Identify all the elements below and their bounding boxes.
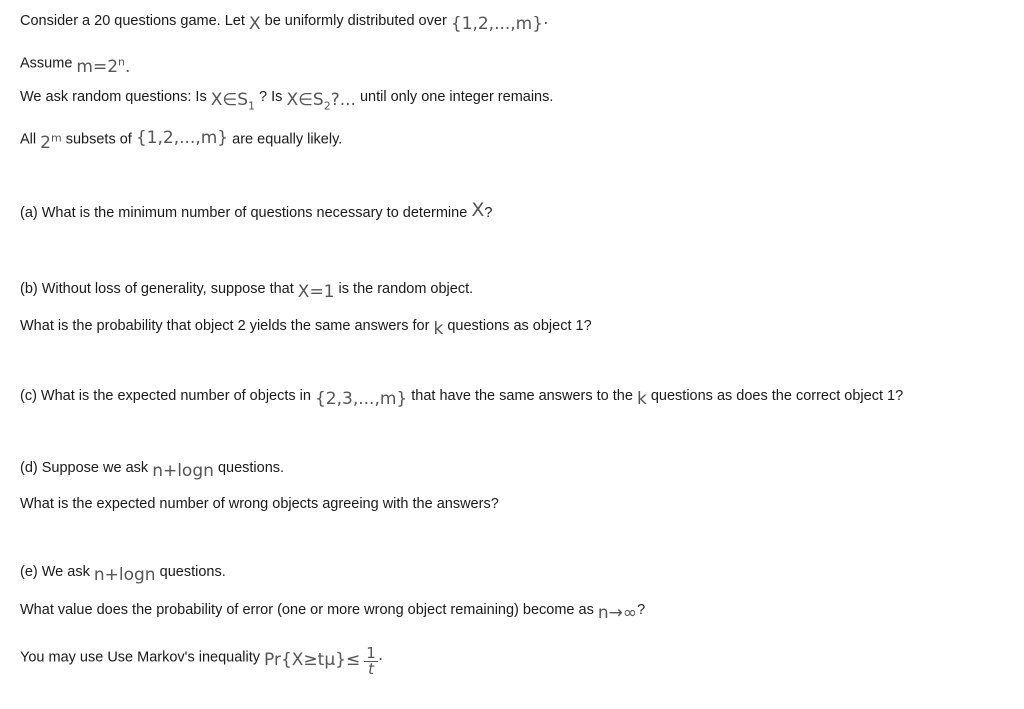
question-text: that have the same answers to the <box>411 388 633 404</box>
question-d-line-2 <box>20 494 499 514</box>
math-punctuation: · <box>543 14 549 34</box>
question-text: questions. <box>217 460 285 476</box>
question-text: is the random object. <box>338 281 474 297</box>
math-expression <box>76 57 130 77</box>
math-variable-k: k <box>636 389 647 409</box>
question-d-line-1 <box>20 457 285 481</box>
intro-text: ? Is <box>259 89 283 105</box>
question-text: (b) Without loss of generality, suppose that <box>20 281 294 297</box>
intro-line-4 <box>20 124 343 153</box>
math-punctuation: · <box>377 650 384 671</box>
intro-line-1 <box>20 10 549 34</box>
question-punctuation: ? <box>637 602 646 618</box>
intro-text: All <box>20 131 37 148</box>
math-punctuation: ?... <box>330 90 356 110</box>
fraction-numerator: 1 <box>366 644 376 662</box>
question-text: What is the expected number of wrong objects agreeing with the answers? <box>20 496 499 512</box>
math-punctuation: . <box>125 56 131 77</box>
question-e-line-3 <box>20 642 384 678</box>
math-expression <box>210 90 255 113</box>
question-punctuation: ? <box>484 205 493 221</box>
question-text: What is the probability that object 2 yields the same answers for <box>20 318 430 334</box>
question-text: (c) What is the expected number of objects in <box>20 388 311 404</box>
math-fraction <box>364 646 378 677</box>
intro-text: Consider a 20 questions game. Let <box>20 13 245 29</box>
math-exponent: m <box>50 131 62 144</box>
intro-line-3 <box>20 86 553 112</box>
question-a <box>20 201 492 223</box>
question-text: questions. <box>159 564 226 580</box>
math-set: {2,3,...,m} <box>314 389 408 409</box>
question-text: questions as does the correct object 1? <box>650 388 904 404</box>
math-variable-k: k <box>433 319 444 339</box>
math-base: 2 <box>40 132 51 153</box>
intro-text: be uniformly distributed over <box>264 13 447 29</box>
intro-text: Assume <box>20 55 73 72</box>
math-expression: X=1 <box>297 282 335 302</box>
math-set: {1,2,...,m} <box>450 14 544 34</box>
question-text: What value does the probability of error (one or more wrong object remaining) become as <box>20 602 594 618</box>
math-subscript: 2 <box>323 99 331 113</box>
question-e-line-1 <box>20 561 226 585</box>
math-expression: n+logn <box>93 565 156 585</box>
math-expression: n→∞ <box>597 603 638 623</box>
question-e-line-2 <box>20 599 646 623</box>
math-membership: X∈S <box>210 90 248 110</box>
math-exponent: n <box>118 55 126 68</box>
math-variable-x: X <box>471 199 485 221</box>
question-c <box>20 385 904 409</box>
math-subscript: 1 <box>248 99 255 113</box>
math-set: {1,2,...,m} <box>135 127 229 148</box>
math-membership: X∈S <box>286 90 324 110</box>
question-b-line-2 <box>20 315 592 339</box>
question-text: (e) We ask <box>20 564 90 580</box>
question-text: You may use Use Markov's inequality <box>20 649 260 666</box>
math-base: m=2 <box>76 56 119 77</box>
math-expression: Pr{X≥tμ}≤ <box>264 650 361 671</box>
math-expression <box>40 133 62 153</box>
intro-text: subsets of <box>65 131 132 148</box>
question-text: questions as object 1? <box>447 318 592 334</box>
intro-line-2 <box>20 48 131 77</box>
intro-text: are equally likely. <box>232 131 343 148</box>
math-variable-x: X <box>248 14 261 34</box>
intro-text: until only one integer remains. <box>359 89 554 105</box>
question-b-line-1 <box>20 278 474 302</box>
question-text: (a) What is the minimum number of questions necessary to determine <box>20 205 468 221</box>
intro-text: We ask random questions: Is <box>20 89 207 105</box>
math-expression: n+logn <box>152 461 214 481</box>
math-expression <box>286 90 356 113</box>
question-text: (d) Suppose we ask <box>20 460 149 476</box>
fraction-denominator: t <box>368 660 374 678</box>
